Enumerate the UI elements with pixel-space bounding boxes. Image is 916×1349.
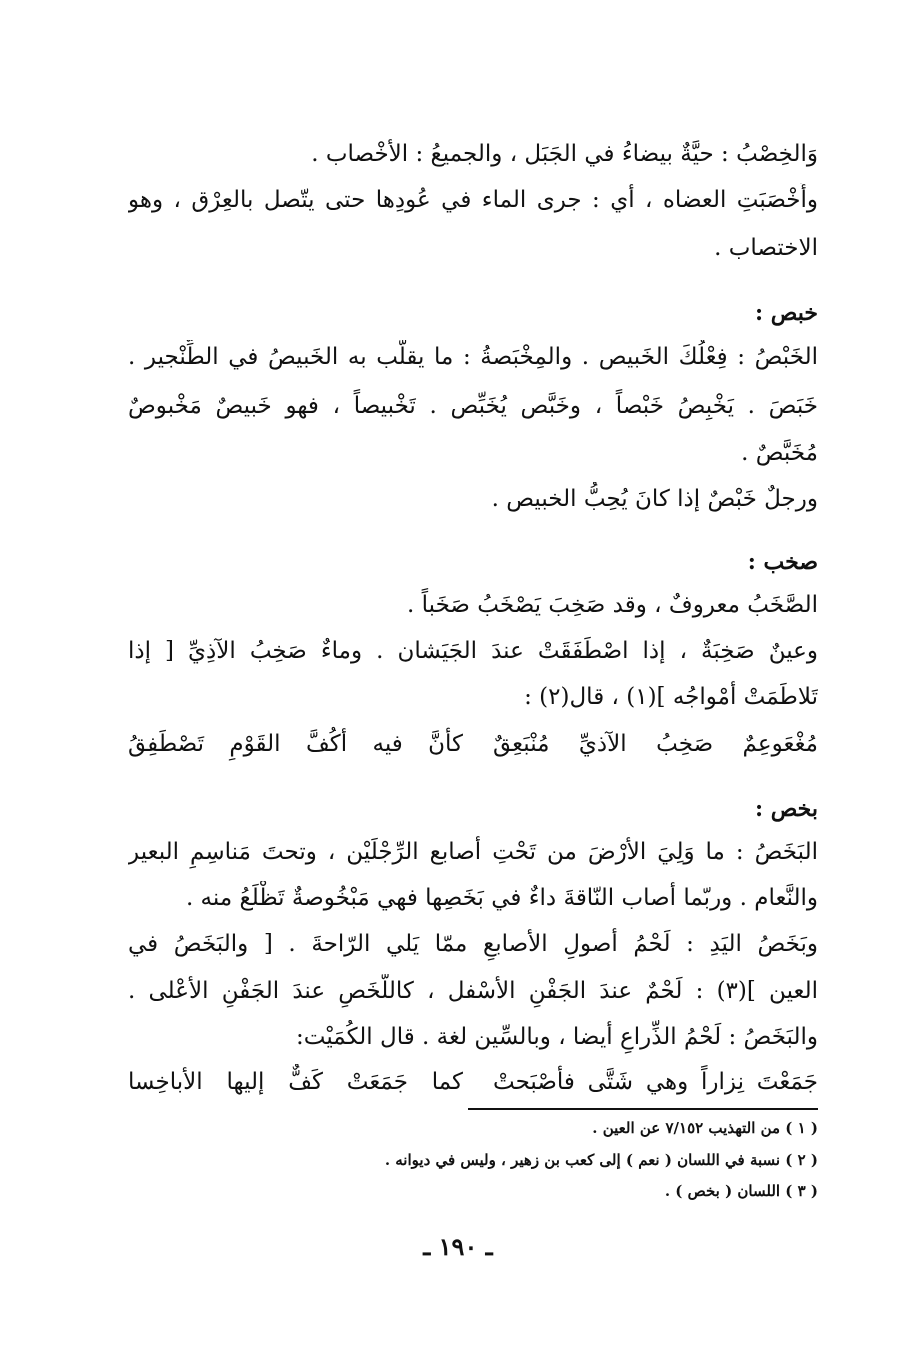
text-line-rajul-khabs: ورجلٌ خَبْصٌ إذا كانَ يُحِبُّ الخبيص .: [491, 486, 818, 512]
text-line-bakhas-definition: البَخَصُ : ما وَلِيَ الأرْضَ من تَحْتِ أصابع الرِّجْلَيْن ، وتحتَ مَناسِمِ البعير: [128, 839, 818, 865]
text-line-khabs-definition: الخَبْصُ : فِعْلُكَ الخَبيص . والمِخْبَصةُ : ما يقلَّب به الخَبيصُ في الطِّنْجير .: [128, 344, 818, 370]
entry-heading-khabs: خبص :: [755, 300, 818, 326]
text-line-khisb: وَالخِصْبُ : حيَّةٌ بيضاءُ في الجَبَل ، والجميعُ : الأخْصاب .: [311, 141, 818, 167]
verse-second-hemistich: كما جَمَعَتْ كَفٌّ إليها الأباخِسا: [128, 1069, 463, 1095]
text-line-bakhas-yad: وبَخَصُ اليَدِ : لَحْمُ أصولِ الأصابعِ ممّا يَلي الرّاحةَ . [ والبَخَصُ في: [128, 931, 818, 957]
text-line-naam: والنَّعام . وربّما أصاب النّاقةَ داءٌ في بَخَصِها فهي مَبْخُوصةٌ تَظْلَعُ منه .: [185, 885, 818, 911]
text-line-ayn-sakhiba: وعينٌ صَخِبَةٌ ، إذا اصْطَفَقَتْ عندَ الجَيَشان . وماءٌ صَخِبُ الآذِيِّ [ إذا: [128, 638, 818, 664]
entry-heading-bakhas: بخص :: [754, 796, 818, 822]
text-line-sakhab-definition: الصَّخَبُ معروفٌ ، وقد صَخِبَ يَصْخَبُ صَخَباً .: [407, 592, 818, 618]
footnote-1: ( ١ ) من التهذيب ٧/١٥٢ عن العين .: [592, 1119, 818, 1137]
text-line-khabs-conjugation: خَبَصَ . يَخْبِصُ خَبْصاً ، وخَبَّص يُخَبِّص . تَخْبيصاً ، فهو خَبيصٌ مَخْبوصٌ: [128, 393, 818, 419]
footnote-divider: [468, 1108, 818, 1110]
footnote-2: ( ٢ ) نسبة في اللسان ( نعم ) إلى كعب بن زهير ، وليس في ديوانه .: [384, 1151, 818, 1169]
text-line-talatamat: تَلاطَمَتْ أمْواجُه ](١) ، قال(٢) :: [524, 684, 818, 710]
verse-first-hemistich: مُغْعَوعِمٌ صَخِبُ الآذيِّ مُنْبَعِقٌ: [493, 731, 818, 757]
text-line-ikhtisab: الاختصاب .: [714, 235, 818, 261]
text-line-dhira: والبَخَصُ : لَحْمُ الذِّراعِ أيضا ، وبالسِّين لغة . قال الكُمَيْت:: [296, 1024, 818, 1050]
verse-first-hemistich: جَمَعْتَ نِزاراً وهي شَتَّى فأصْبَحتْ: [493, 1069, 818, 1095]
text-line-akhsabat: وأَخْصَبَتِ العضاه ، أي : جرى الماء في عُودِها حتى يتّصل بالعِرْق ، وهو: [128, 187, 818, 213]
poetry-verse: [128, 726, 818, 762]
poetry-verse: [128, 1064, 818, 1100]
entry-heading-sakhab: صخب :: [747, 549, 818, 575]
text-line-mukhabbas: مُخَبَّصٌ .: [741, 440, 818, 466]
footnote-3: ( ٣ ) اللسان ( بخص ) .: [664, 1182, 818, 1200]
page-number: ـ ١٩٠ ـ: [423, 1232, 493, 1261]
text-line-al-ayn: العين ](٣) : لَحْمٌ عندَ الجَفْنِ الأسْفل ، كاللَّخَصِ عندَ الجَفْنِ الأعْلى .: [128, 978, 818, 1004]
verse-second-hemistich: كأنَّ فيه أكُفَّ القَوْمِ تَصْطَفِقُ: [128, 731, 463, 757]
